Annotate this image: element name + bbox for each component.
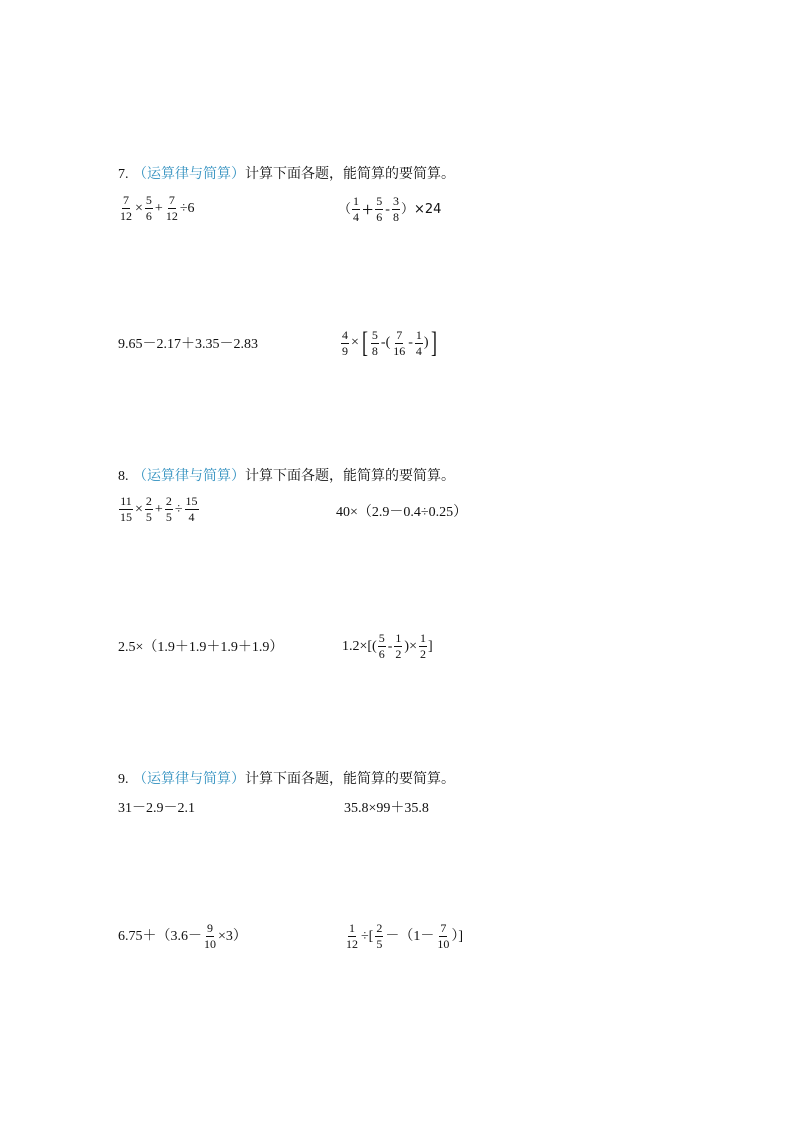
- q7-problem-3: 9.65－2.17＋3.35－2.83: [118, 337, 258, 352]
- q7-problem-4: $\frac{4}{9}$ × [ $\frac{5}{8}$ -( $\frac{7}{16}$ - $\frac{1}{4}$ ) ]: [342, 326, 437, 359]
- fraction: $\frac{1}{2}$: [419, 631, 426, 661]
- fraction: $\frac{5}{6}$: [378, 631, 385, 661]
- question-number: 9.: [118, 772, 129, 787]
- fraction: $\frac{1}{4}$: [353, 194, 360, 224]
- question-number: 8.: [118, 469, 129, 484]
- question-tag: （运算律与简算）: [132, 468, 245, 484]
- fraction: $\frac{2}{5}$: [145, 494, 152, 524]
- question-instruction: 计算下面各题，能简算的要简算。: [244, 166, 455, 182]
- question-instruction: 计算下面各题，能简算的要简算。: [244, 771, 455, 787]
- fraction: $\frac{7}{10}$: [437, 921, 450, 951]
- fraction: $\frac{5}{6}$: [376, 194, 383, 224]
- question-instruction: 计算下面各题，能简算的要简算。: [244, 468, 455, 484]
- q9-problem-3: 6.75＋（3.6－ $\frac{9}{10}$ ×3）: [118, 921, 247, 951]
- fraction: $\frac{5}{6}$: [145, 193, 152, 223]
- q8-problem-2: 40×（2.9－0.4÷0.25）: [336, 505, 468, 520]
- q9-problem-1: 31－2.9－2.1: [118, 801, 195, 816]
- fraction: $\frac{15}{4}$: [185, 494, 198, 524]
- q8-problem-3: 2.5×（1.9＋1.9＋1.9＋1.9）: [118, 640, 284, 655]
- fraction: $\frac{9}{10}$: [204, 921, 216, 951]
- fraction: $\frac{7}{16}$: [393, 327, 406, 358]
- fraction: $\frac{2}{5}$: [165, 494, 172, 524]
- fraction: $\frac{4}{9}$: [342, 327, 348, 358]
- q9-problem-2: 35.8×99＋35.8: [344, 801, 429, 816]
- question-tag: （运算律与简算）: [132, 771, 245, 787]
- q7-problem-1: $\frac{7}{12}$ × $\frac{5}{6}$ + $\frac{7}{12}$ ÷6: [120, 193, 195, 223]
- question-number: 7.: [118, 167, 129, 182]
- question-9-title: [118, 768, 455, 788]
- fraction: $\frac{1}{2}$: [395, 631, 402, 661]
- question-8-title: [118, 465, 455, 485]
- fraction: $\frac{3}{8}$: [392, 194, 399, 224]
- fraction: $\frac{1}{4}$: [415, 327, 422, 358]
- q9-problem-4: $\frac{1}{12}$ ÷[ $\frac{2}{5}$ －（1－ $\frac{7}{10}$ ）]: [346, 921, 464, 951]
- q8-problem-4: 1.2×[( $\frac{5}{6}$ - $\frac{1}{2}$ )× $\frac{1}{2}$ ]: [342, 631, 433, 661]
- q7-problem-2: （ $\frac{1}{4}$ + $\frac{5}{6}$ - $\frac{3}{8}$ ）×24: [338, 194, 442, 224]
- q8-problem-1: $\frac{11}{15}$ × $\frac{2}{5}$ + $\frac{2}{5}$ ÷ $\frac{15}{4}$: [120, 494, 198, 524]
- fraction: $\frac{1}{12}$: [346, 921, 358, 951]
- fraction: $\frac{7}{12}$: [165, 193, 178, 223]
- fraction: $\frac{2}{5}$: [376, 921, 383, 951]
- question-7-title: [118, 163, 455, 183]
- question-tag: （运算律与简算）: [132, 166, 245, 182]
- fraction: $\frac{7}{12}$: [120, 193, 132, 223]
- fraction: $\frac{11}{15}$: [120, 494, 132, 524]
- fraction: $\frac{5}{8}$: [371, 327, 378, 358]
